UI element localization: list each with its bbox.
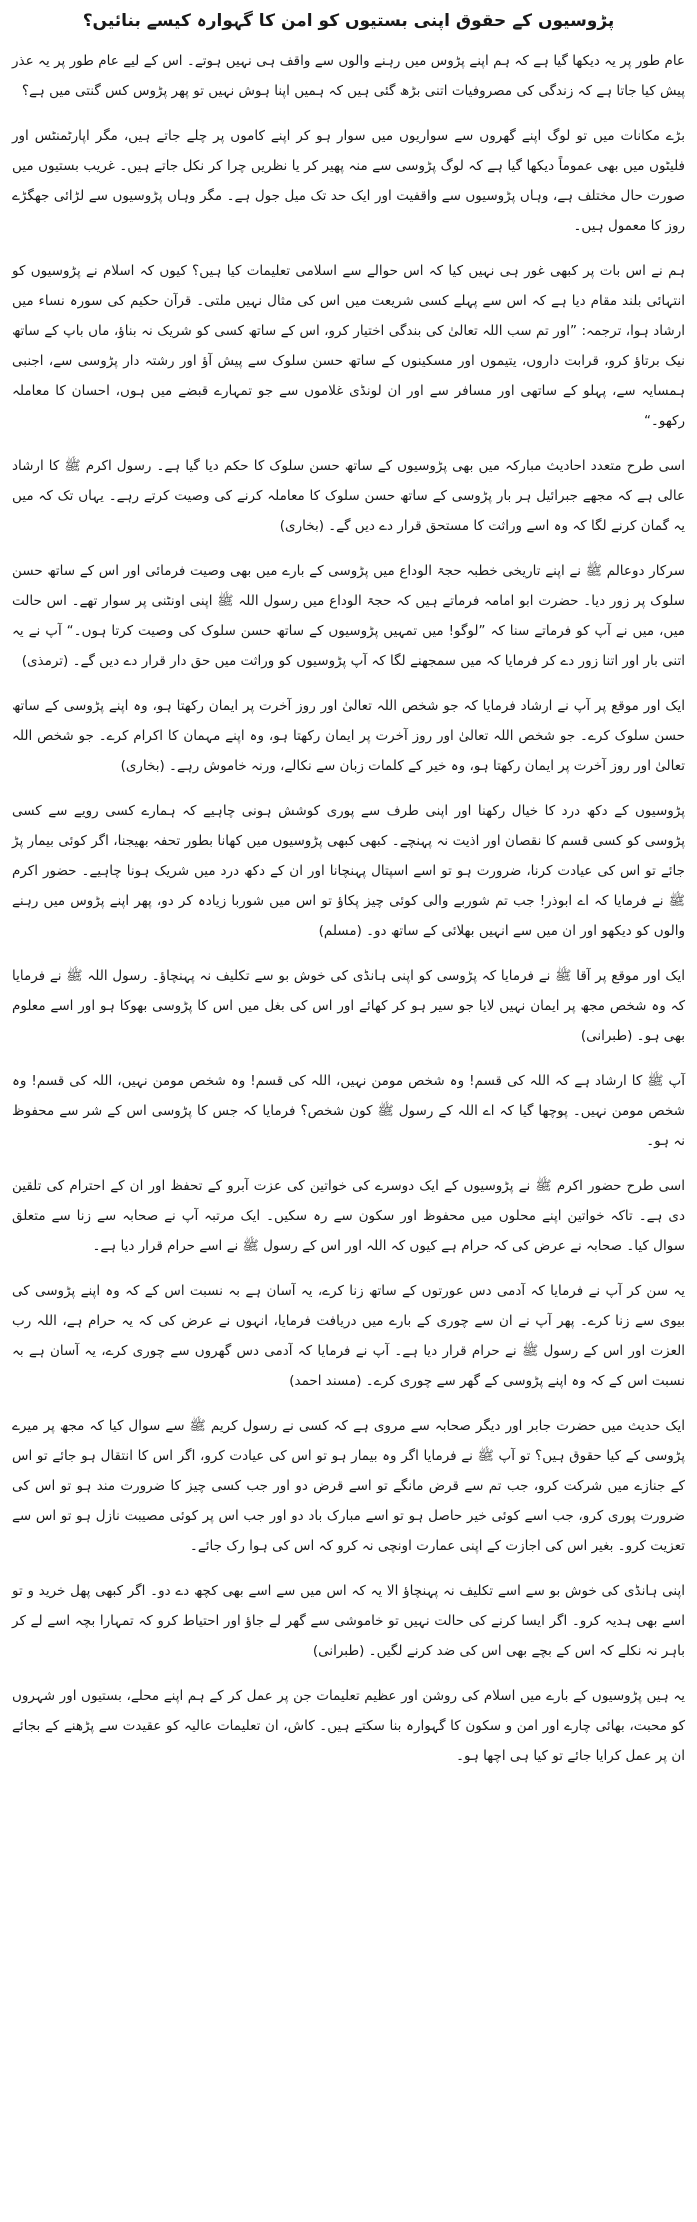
paragraph: اپنی ہانڈی کی خوش بو سے اسے تکلیف نہ پہنچاؤ الا یہ کہ اس میں سے اسے بھی کچھ دے دو۔ اگر کبھی پھل خرید و تو اسے بھی ہدیہ کرو۔ اگر ایسا کرنے کی حالت نہیں تو خاموشی سے گھر لے جاؤ اور احتیاط کرو کہ تمہارا بچہ اسے لے کر باہر نہ نکلے کہ اس کے بچے بھی اس کی ضد کرنے لگیں۔ (طبرانی) [12,1583,685,1659]
paragraph: ایک اور موقع پر آپ نے ارشاد فرمایا کہ جو شخص اللہ تعالیٰ اور روز آخرت پر ایمان رکھتا ہو، وہ اپنے پڑوسی کے ساتھ حسن سلوک کرے۔ جو شخص اللہ تعالیٰ اور روز آخرت پر ایمان رکھتا ہو، وہ اپنے مہمان کا اکرام کرے۔ جو شخص اللہ تعالیٰ اور روز آخرت پر ایمان رکھتا ہو، وہ خیر کے کلمات زبان سے نکالے، ورنہ خاموش رہے۔ (بخاری) [12,698,685,774]
paragraph: پڑوسیوں کے دکھ درد کا خیال رکھنا اور اپنی طرف سے پوری کوشش ہونی چاہیے کہ ہمارے کسی رویے سے کسی پڑوسی کو کسی قسم کا نقصان اور اذیت نہ پہنچے۔ کبھی کبھی پڑوسیوں میں کھانا بطور تحفہ بھیجنا، اگر کوئی بیمار پڑ جائے تو اس کی عیادت کرنا، ضرورت ہو تو اسے اسپتال پہنچانا اور ان کے دکھ درد میں شریک ہونا چاہیے۔ حضور اکرم ﷺ نے فرمایا کہ اے ابوذر! جب تم شوربے والی کوئی چیز پکاؤ تو اس میں شوربا زیادہ کر دو، پھر اپنے پڑوس میں رہنے والوں کو دیکھو اور ان میں سے انہیں بھلائی کے ساتھ دو۔ (مسلم) [12,803,685,939]
paragraph: سرکار دوعالم ﷺ نے اپنے تاریخی خطبہ حجۃ الوداع میں پڑوسی کے بارے میں بھی وصیت فرمائی اور اس کے ساتھ حسن سلوک پر زور دیا۔ حضرت ابو امامہ فرماتے ہیں کہ حجۃ الوداع میں رسول اللہ ﷺ اپنی اونٹنی پر سوار تھے۔ اس حالت میں، میں نے آپ کو فرماتے سنا کہ ”لوگو! میں تمہیں پڑوسیوں کے ساتھ حسن سلوک کی وصیت کرتا ہوں۔“ آپ نے یہ اتنی بار اور اتنا زور دے کر فرمایا کہ میں سمجھنے لگا کہ آپ پڑوسیوں کو وراثت میں حق دار قرار دے دیں گے۔ (ترمذی) [12,563,685,669]
paragraph: یہ سن کر آپ نے فرمایا کہ آدمی دس عورتوں کے ساتھ زنا کرے، یہ آسان ہے بہ نسبت اس کے کہ وہ اپنے پڑوسی کی بیوی سے زنا کرے۔ پھر آپ نے ان سے چوری کے بارے میں دریافت فرمایا، انہوں نے عرض کی کہ یہ حرام ہے، اللہ رب العزت اور اس کے رسول ﷺ نے حرام قرار دیا ہے۔ آپ نے فرمایا کہ آدمی دس گھروں سے چوری کرے، یہ آسان ہے بہ نسبت اس کے کہ وہ اپنے پڑوسی کے گھر سے چوری کرے۔ (مسند احمد) [12,1283,685,1389]
paragraph: اسی طرح متعدد احادیث مبارکہ میں بھی پڑوسیوں کے ساتھ حسن سلوک کا حکم دیا گیا ہے۔ رسول اکرم ﷺ کا ارشاد عالی ہے کہ مجھے جبرائیل ہر بار پڑوسی کے ساتھ حسن سلوک کا معاملہ کرنے کی وصیت کرتے رہے۔ یہاں تک کہ میں یہ گمان کرنے لگا کہ وہ اسے وراثت کا مستحق قرار دے دیں گے۔ (بخاری) [12,458,685,534]
paragraph: عام طور پر یہ دیکھا گیا ہے کہ ہم اپنے پڑوس میں رہنے والوں سے واقف ہی نہیں ہوتے۔ اس کے لیے عام طور پر یہ عذر پیش کیا جاتا ہے کہ زندگی کی مصروفیات اتنی بڑھ گئی ہیں کہ ہمیں اپنا ہوش نہیں تو پھر پڑوس کس گنتی میں ہے؟ [12,53,685,99]
article-title: پڑوسیوں کے حقوق اپنی بستیوں کو امن کا گہوارہ کیسے بنائیں؟ [82,11,615,31]
paragraph: ایک اور موقع پر آقا ﷺ نے فرمایا کہ پڑوسی کو اپنی ہانڈی کی خوش بو سے تکلیف نہ پہنچاؤ۔ رسول اللہ ﷺ نے فرمایا کہ وہ شخص مجھ پر ایمان نہیں لایا جو سیر ہو کر کھائے اور اس کی بغل میں اس کا پڑوسی بھوکا ہو اور اسے معلوم بھی ہو۔ (طبرانی) [12,968,685,1044]
paragraph: اسی طرح حضور اکرم ﷺ نے پڑوسیوں کے ایک دوسرے کی خواتین کی عزت آبرو کے تحفظ اور ان کے احترام کی تلقین دی ہے۔ تاکہ خواتین اپنے محلوں میں محفوظ اور سکون سے رہ سکیں۔ ایک مرتبہ آپ نے صحابہ سے زنا سے متعلق سوال کیا۔ صحابہ نے عرض کی کہ حرام ہے کیوں کہ اللہ اور اس کے رسول ﷺ نے اسے حرام قرار دیا ہے۔ [12,1178,685,1254]
paragraph: بڑے مکانات میں تو لوگ اپنے گھروں سے سواریوں میں سوار ہو کر اپنے کاموں پر چلے جاتے ہیں، مگر اپارٹمنٹس اور فلیٹوں میں بھی عموماً دیکھا گیا ہے کہ لوگ پڑوسی سے منہ پھیر کر یا نظریں چرا کر نکل جاتے ہیں۔ غریب بستیوں میں صورت حال مختلف ہے، وہاں پڑوسیوں سے واقفیت اور ایک حد تک میل جول ہے۔ مگر وہاں پڑوسیوں سے لڑائی جھگڑے روز کا معمول ہیں۔ [12,128,685,234]
paragraph: یہ ہیں پڑوسیوں کے بارے میں اسلام کی روشن اور عظیم تعلیمات جن پر عمل کر کے ہم اپنے محلے، بستیوں اور شہروں کو محبت، بھائی چارے اور امن و سکون کا گہوارہ بنا سکتے ہیں۔ کاش، ان تعلیمات عالیہ کو عقیدت سے پڑھنے کے بجائے ان پر عمل کرایا جائے تو کیا ہی اچھا ہو۔ [12,1688,685,1764]
paragraph: ایک حدیث میں حضرت جابر اور دیگر صحابہ سے مروی ہے کہ کسی نے رسول کریم ﷺ سے سوال کیا کہ مجھ پر میرے پڑوسی کے کیا حقوق ہیں؟ تو آپ ﷺ نے فرمایا اگر وہ بیمار ہو تو اس کی عیادت کرو، اگر اس کا انتقال ہو جائے تو اس کے جنازے میں شرکت کرو، جب تم سے قرض مانگے تو اسے قرض دو اور جب کسی چیز کا ضرورت مند ہو تو اس کی ضرورت پوری کرو، جب اسے کوئی خیر حاصل ہو تو اسے مبارک باد دو اور جب اس پر کوئی مصیبت نازل ہو تو اس سے تعزیت کرو۔ بغیر اس کی اجازت کے اپنی عمارت اونچی نہ کرو کہ اس کی ہوا رک جائے۔ [12,1418,685,1554]
article-body [12,46,685,1771]
paragraph: ہم نے اس بات پر کبھی غور ہی نہیں کیا کہ اس حوالے سے اسلامی تعلیمات کیا ہیں؟ کیوں کہ اسلام نے پڑوسیوں کو انتہائی بلند مقام دیا ہے کہ اس سے پہلے کسی شریعت میں اس کی مثال نہیں ملتی۔ قرآن حکیم کی سورہ نساء میں ارشاد ہوا، ترجمہ: ”اور تم سب اللہ تعالیٰ کی بندگی اختیار کرو، اس کے ساتھ کسی کو شریک نہ بناؤ، ماں باپ کے ساتھ نیک برتاؤ کرو، قرابت داروں، یتیموں اور مسکینوں کے ساتھ حسن سلوک سے پیش آؤ اور رشتہ دار پڑوسی سے، اجنبی ہمسایہ سے، پہلو کے ساتھی اور مسافر سے اور ان لونڈی غلاموں سے جو تمہارے قبضے میں ہوں، احسان کا معاملہ رکھو۔“ [12,263,685,429]
paragraph: آپ ﷺ کا ارشاد ہے کہ اللہ کی قسم! وہ شخص مومن نہیں، اللہ کی قسم! وہ شخص مومن نہیں، اللہ کی قسم! وہ شخص مومن نہیں۔ پوچھا گیا کہ اے اللہ کے رسول ﷺ کون شخص؟ فرمایا کہ جس کا پڑوسی اس کے شر سے محفوظ نہ ہو۔ [12,1073,685,1149]
